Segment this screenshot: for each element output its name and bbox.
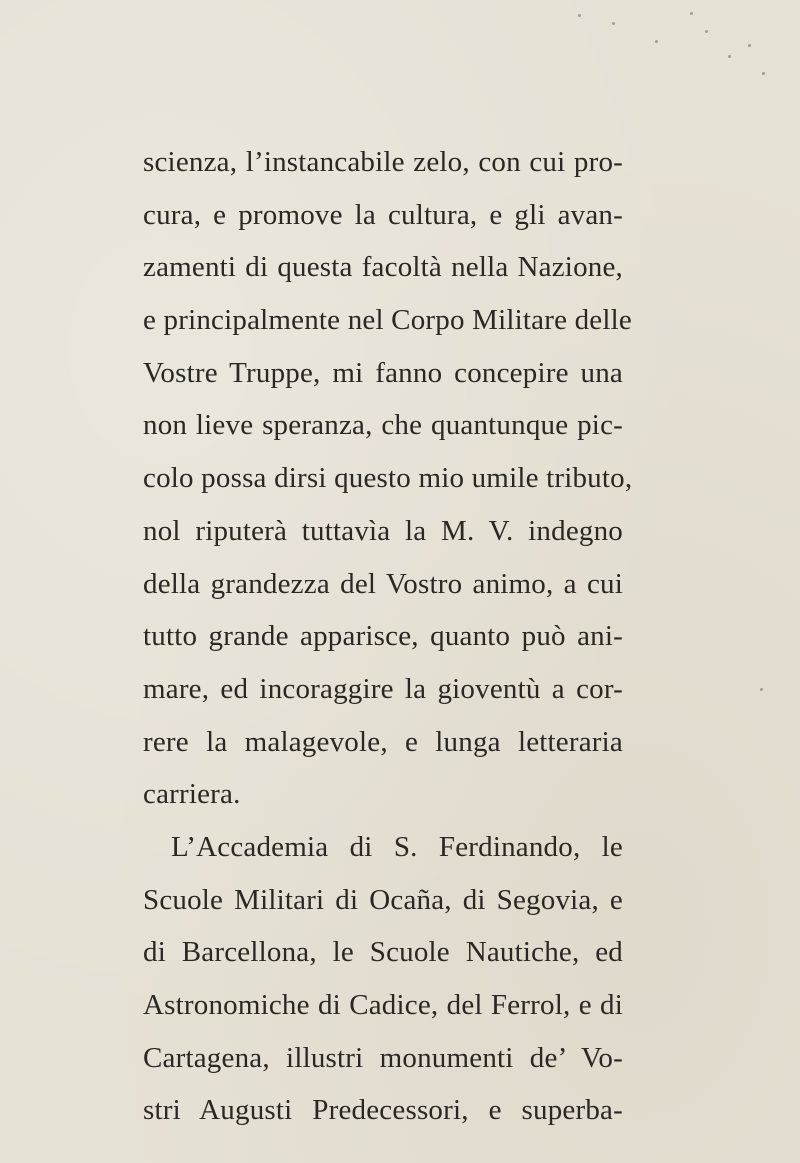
text-line: della grandezza del Vostro animo, a cui: [143, 567, 623, 600]
ink-speck: [728, 55, 731, 58]
page-text: [143, 136, 633, 1137]
text-line: Scuole Militari di Ocaña, di Segovia, e: [143, 883, 623, 916]
text-line: e principalmente nel Corpo Militare delle: [143, 304, 632, 337]
ink-speck: [762, 72, 765, 75]
ink-speck: [760, 688, 763, 691]
ink-speck: [690, 12, 693, 15]
text-line: di Barcellona, le Scuole Nautiche, ed: [143, 936, 623, 969]
ink-speck: [748, 44, 751, 47]
text-line: rere la malagevole, e lunga letteraria: [143, 725, 623, 758]
text-line: non lieve speranza, che quantunque pic-: [143, 409, 623, 442]
text-line: scienza, l’instancabile zelo, con cui pro-: [143, 146, 623, 178]
text-line: Cartagena, illustri monumenti de’ Vo-: [143, 1041, 623, 1074]
text-line: nol riputerà tuttavìa la M. V. indegno: [143, 514, 623, 547]
text-line: colo possa dirsi questo mio umile tributo,: [143, 462, 633, 495]
text-line: mare, ed incoraggire la gioventù a cor-: [143, 672, 623, 705]
ink-speck: [612, 22, 615, 25]
text-line: stri Augusti Predecessori, e superba-: [143, 1094, 623, 1127]
ink-speck: [655, 40, 658, 43]
text-line: zamenti di questa facoltà nella Nazione,: [143, 251, 623, 284]
text-line: cura, e promove la cultura, e gli avan-: [143, 198, 623, 231]
text-line: tutto grande apparisce, quanto può ani-: [143, 620, 623, 653]
text-line: carriera.: [143, 778, 241, 811]
ink-speck: [578, 14, 581, 17]
ink-speck: [705, 30, 708, 33]
text-line: L’Accademia di S. Ferdinando, le: [171, 830, 623, 863]
text-line: Astronomiche di Cadice, del Ferrol, e di: [143, 989, 623, 1021]
text-line: Vostre Truppe, mi fanno concepire una: [143, 356, 623, 389]
